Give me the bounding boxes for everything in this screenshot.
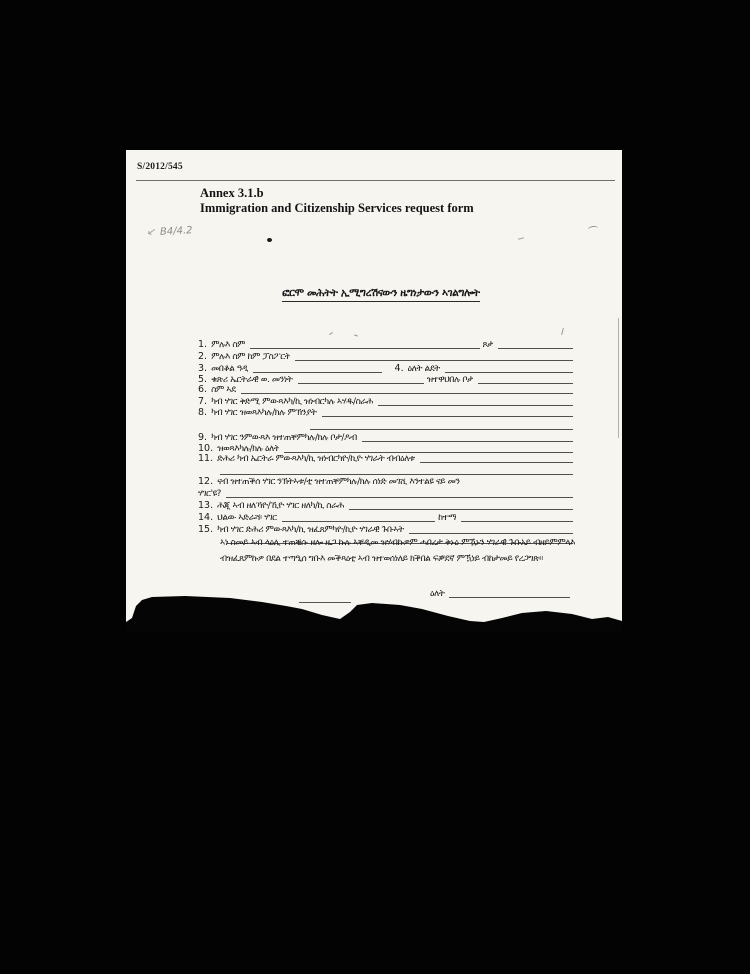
scan-artifact	[518, 237, 524, 240]
blank-answer-line	[295, 360, 573, 361]
field-label: ካብ ሃገር ዝወጻእካሉ/ክሉ ምኽንያት	[211, 408, 317, 418]
scan-artifact	[329, 332, 333, 335]
form-row	[198, 406, 576, 418]
blank-answer-line	[420, 462, 573, 463]
field-number: 3.	[198, 363, 208, 374]
field-number: 8.	[198, 407, 208, 418]
blank-answer-line	[349, 509, 573, 510]
form-row	[198, 350, 576, 362]
date-label: ዕለት	[430, 589, 445, 599]
field-label: ምሉእ ስም ከም ፓስፖርት	[211, 352, 291, 362]
blank-answer-line	[226, 497, 573, 498]
field-number: 5.	[198, 374, 208, 385]
scan-artifact	[354, 334, 358, 336]
header-rule	[136, 180, 615, 181]
field-label: ናብ ዝተጠቕሰ ሃገር ንኽትኣቱ/ቲ ዝተጠቐምካሉ/ክሉ ሰነድ መገሺ እንተልዩ ናይ መን	[217, 477, 460, 487]
field-label: ድሕሪ ካብ ኤርትራ ምውጻእካ/ኪ ዝነብርካዮ/ኪዮ ሃገራት ብብዕለቱ	[217, 454, 415, 464]
blank-answer-line	[498, 348, 573, 349]
field-number: 6.	[198, 384, 208, 395]
field-label: ምሉእ ስም	[211, 340, 246, 350]
field-label: ሃገር'ዩ?	[198, 489, 221, 499]
field-label: ካብ ሃገር ንምውጻእ ዝተጠቐምካሉ/ክሉ ቦታ/ዶብ	[211, 433, 357, 443]
torn-page-edge	[126, 585, 622, 632]
field-number: 11.	[198, 453, 214, 464]
field-label: መበቆል ዓዲ	[211, 364, 249, 374]
field-label: ቁጽሪ ኤርትራዊ ወ. መንነት	[211, 375, 293, 385]
field-number: 9.	[198, 432, 208, 443]
field-number: 10.	[198, 443, 214, 454]
form-row	[198, 383, 576, 395]
ink-dot-artifact	[267, 238, 272, 242]
pencil-arrow-icon: ↙	[145, 224, 158, 239]
annex-heading	[200, 186, 474, 216]
handwritten-note: B4/4.2	[159, 225, 193, 238]
scan-artifact	[561, 328, 564, 335]
form-row	[198, 499, 576, 511]
scan-artifact	[588, 225, 599, 232]
page-crease	[618, 318, 619, 438]
blank-answer-line	[282, 521, 435, 522]
blank-answer-line	[241, 393, 573, 394]
form-row	[198, 419, 576, 431]
form-row	[198, 452, 576, 464]
field-label: ካብ ሃገር ቅድሚ ምውጻእካ/ኪ ዝነብርካሉ ኣሃዱ/ስራሕ	[211, 397, 374, 407]
field-number: 4.	[394, 363, 404, 374]
blank-answer-line	[250, 348, 479, 349]
form-row	[198, 487, 576, 499]
blank-answer-line	[322, 416, 573, 417]
field-number: 15.	[198, 524, 214, 535]
document-reference: S/2012/545	[137, 162, 183, 172]
field-number: 7.	[198, 396, 208, 407]
scanned-form-page	[126, 150, 622, 632]
row-indent	[198, 544, 222, 545]
field-number: 13.	[198, 500, 214, 511]
field-label: ዕለት ልደት	[407, 364, 440, 374]
field-label: ህልው ኣድራሻ፡ ሃገር	[217, 513, 277, 523]
field-label: ዝወጻእካሉ/ክሉ ዕለት	[217, 444, 280, 454]
form-row	[198, 475, 576, 487]
form-title: ፎርሞ መሕትት ኢሚግረሽናውን ዜግነታውን ኣገልግሎት	[186, 287, 576, 306]
annex-title: Immigration and Citizenship Services request form	[200, 201, 474, 215]
declaration-paragraph: ኣነ ስመይ ኣብ ላዕሊ ተጠቒሱ ዘሎ ዜጋ ኩሉ ኣቐዲመ ዝሃብኩዎም ሓበረታ ቅኑዕ ምዃኑን ሃገራዊ ጉቡአይ ብዘይምምላእ ብዝፈጸምኩዎ በደል ተጣዒሰ ግቡእ መቕጻዕቲ ኣብ ዝተወሰነለይ ክቕበል ፍቓደኛ ምዃነይ ብከታመይ የረጋግጽ።	[220, 538, 575, 564]
form-row	[198, 511, 576, 523]
form-row	[198, 338, 576, 350]
field-label: ሕጂ ኣብ ዘለኻዮ/ኺዮ ሃገር ዘለካ/ኪ ስራሕ	[217, 501, 345, 511]
blank-answer-line	[461, 521, 573, 522]
field-number: 14.	[198, 512, 214, 523]
field-number: 1.	[198, 339, 208, 350]
field-number: 12.	[198, 476, 214, 487]
field-label: ዝተዋህበሉ ቦታ	[426, 375, 474, 385]
field-number: 2.	[198, 351, 208, 362]
field-label: ከተማ	[438, 513, 457, 523]
field-label: ጾታ	[482, 340, 494, 350]
field-label: ስም ኣደ	[211, 385, 236, 395]
annex-number: Annex 3.1.b	[200, 186, 264, 200]
blank-answer-line	[310, 429, 573, 430]
field-label: ካብ ሃገር ድሕሪ ምውጻእካ/ኪ ዝፈጸምካዮ/ኪዮ ሃገራዊ ጉቡኣት	[217, 525, 404, 535]
